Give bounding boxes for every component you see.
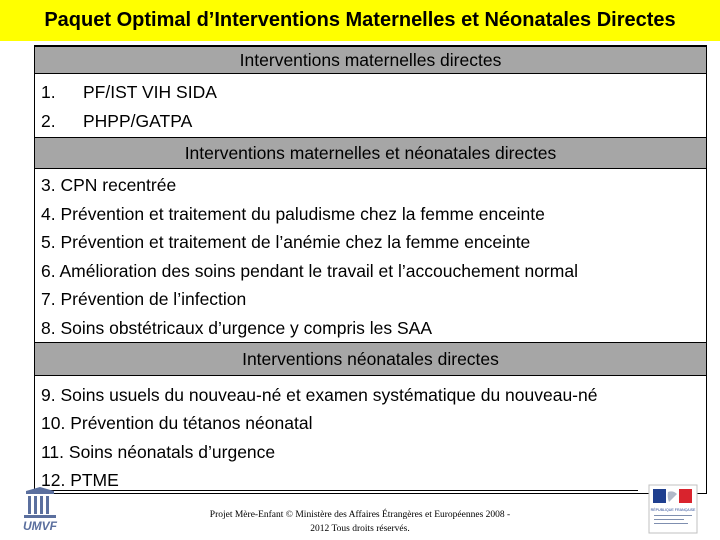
section-header-label: Interventions néonatales directes: [242, 349, 499, 369]
list-item: 5. Prévention et traitement de l’anémie chez la femme enceinte: [41, 232, 531, 252]
section-header-neonatal: [35, 342, 706, 376]
ministry-logo-text: RÉPUBLIQUE FRANÇAISE: [650, 508, 696, 512]
footer-line-2: 2012 Tous droits réservés.: [310, 524, 410, 534]
footer-line-1: Projet Mère-Enfant © Ministère des Affaires Étrangères et Européennes 2008 -: [209, 510, 511, 520]
list-item: 6. Amélioration des soins pendant le travail et l’accouchement normal: [41, 261, 578, 281]
french-ministry-logo-icon: [648, 484, 698, 534]
title-bar: [0, 0, 720, 41]
footer-rule: [42, 490, 638, 491]
item-text: PHPP/GATPA: [83, 111, 193, 131]
umvf-logo-icon: [18, 487, 62, 533]
umvf-logo-text: UMVF: [23, 519, 57, 533]
list-item: 9. Soins usuels du nouveau-né et examen systématique du nouveau-né: [41, 385, 598, 405]
interventions-table: [34, 45, 707, 494]
slide-title: Paquet Optimal d’Interventions Maternelles et Néonatales Directes: [44, 9, 676, 31]
section-header-label: Interventions maternelles directes: [239, 50, 502, 70]
list-item: 3. CPN recentrée: [41, 175, 177, 195]
item-number: 1.: [41, 82, 56, 102]
list-item: 10. Prévention du tétanos néonatal: [41, 413, 313, 433]
copyright-footer: [180, 508, 540, 536]
section-header-label: Interventions maternelles et néonatales directes: [184, 143, 557, 163]
section-header-maternal-neonatal: [35, 137, 706, 169]
item-text: PF/IST VIH SIDA: [83, 82, 217, 102]
section-header-maternal: [35, 46, 706, 74]
list-item: 8. Soins obstétricaux d’urgence y compris les SAA: [41, 318, 433, 338]
list-item: 12. PTME: [41, 470, 119, 490]
list-item: 4. Prévention et traitement du paludisme chez la femme enceinte: [41, 204, 545, 224]
list-item: 7. Prévention de l’infection: [41, 289, 247, 309]
list-item: 11. Soins néonatals d’urgence: [41, 442, 276, 462]
item-number: 2.: [41, 111, 56, 131]
